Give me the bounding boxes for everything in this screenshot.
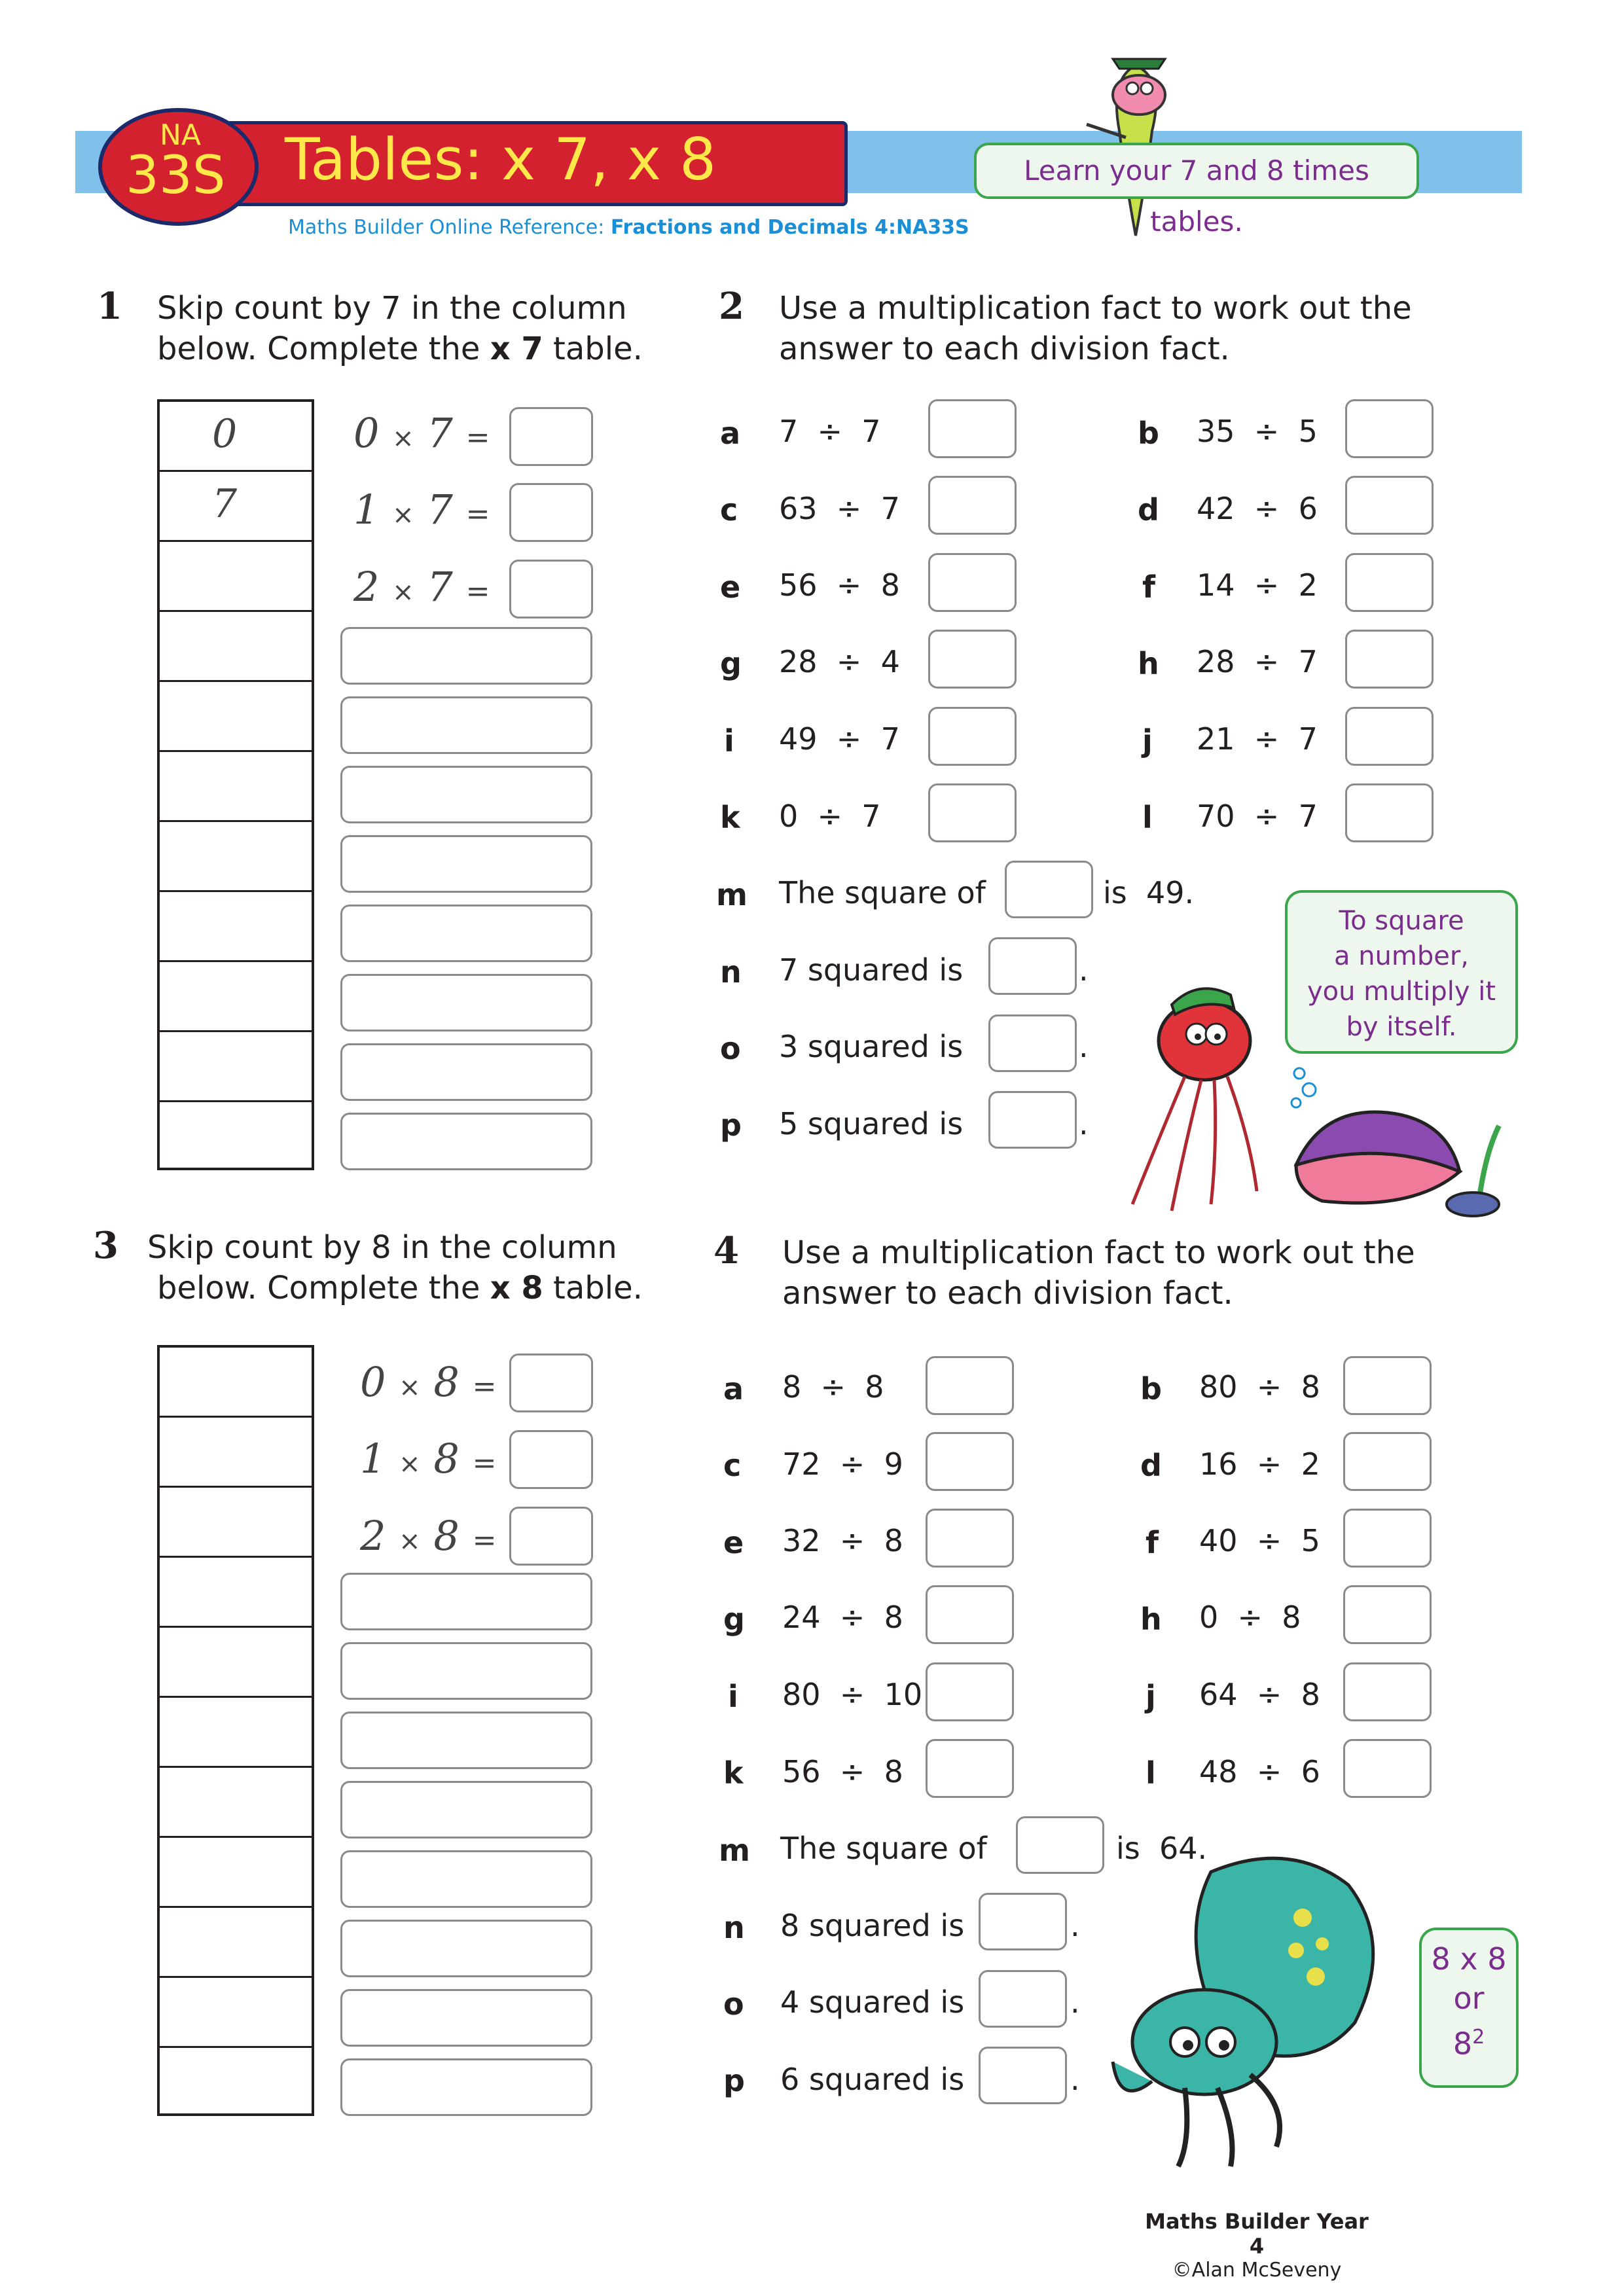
eq-multiplier: 2 [360,1512,386,1560]
skip-cell[interactable] [160,1488,312,1558]
full-stop: . [1079,1029,1089,1064]
skip-cell-value: 0 [212,411,238,457]
badge-strand: NA [160,118,202,152]
question-1-line2-post: table. [543,331,643,367]
division-fact: 56 ÷ 8 [779,567,900,603]
question-1-line2-pre: below. Complete the [157,331,490,367]
item-label: j [1146,1679,1156,1714]
table-8-answer-line[interactable] [340,1850,592,1908]
question-2-line2: answer to each division fact. [779,331,1230,367]
square-question-result: is 64. [1116,1831,1208,1866]
answer-box[interactable] [926,1509,1014,1568]
power-exponent: 2 [1472,2026,1485,2049]
tip-line: 8 x 8 [1431,1941,1507,1977]
question-4-line1: Use a multiplication fact to work out the [782,1234,1415,1271]
item-label: e [723,1525,744,1560]
skip-cell[interactable] [160,822,312,892]
skip-cell[interactable] [160,472,312,542]
division-fact: 64 ÷ 8 [1199,1677,1320,1712]
skip-cell[interactable] [160,892,312,962]
item-label: d [1138,492,1159,528]
item-label: k [723,1755,744,1791]
answer-box[interactable] [926,1585,1014,1644]
clam-icon [1283,1060,1519,1224]
answer-box[interactable] [979,1970,1067,2028]
tip-bubble-square [1285,890,1518,1054]
tip-line: by itself. [1346,1012,1457,1042]
question-1-line2 [157,329,643,369]
page-title: Tables: x 7, x 8 [285,126,717,193]
eq-factor: 8 [433,1435,460,1482]
item-label: m [719,1833,750,1868]
table-7-answer-line[interactable] [340,905,592,962]
answer-box[interactable] [1343,1585,1432,1644]
jellyfish-icon [1119,969,1270,1217]
table-8-answer-line[interactable] [340,1989,592,2047]
answer-box[interactable] [979,2047,1067,2104]
item-label: o [720,1031,741,1066]
item-label: m [716,877,748,912]
table-7-answer-line[interactable] [340,1043,592,1101]
answer-box[interactable] [1005,861,1093,918]
eq-factor: 7 [427,409,453,457]
answer-box[interactable] [1345,630,1434,689]
answer-box[interactable] [1345,707,1434,766]
skip-count-column-7 [157,399,314,1170]
question-3-table-label: x 8 [490,1270,543,1306]
item-label: c [723,1448,742,1483]
answer-box[interactable] [1343,1739,1432,1798]
table-8-answer-line[interactable] [340,1781,592,1839]
division-fact: 56 ÷ 8 [782,1754,903,1789]
answer-box[interactable] [926,1356,1014,1415]
table-8-answer-line[interactable] [340,1642,592,1700]
item-label: o [723,1986,744,2022]
answer-box[interactable] [1016,1816,1104,1874]
answer-box[interactable] [1343,1432,1432,1491]
question-4-instructions [782,1232,1415,1314]
skip-cell[interactable] [160,1558,312,1628]
question-1-table-label: x 7 [490,331,543,367]
division-fact: 32 ÷ 8 [782,1523,903,1558]
item-label: p [723,2063,745,2098]
answer-box[interactable] [509,560,593,619]
answer-box[interactable] [509,407,593,466]
question-2-number: 2 [719,285,744,328]
division-fact: 72 ÷ 9 [782,1446,903,1482]
question-1-instructions [157,288,643,369]
question-3-line2-post: table. [543,1270,643,1306]
squid-icon [1106,1846,1394,2173]
table-8-answer-line[interactable] [340,1573,592,1630]
skip-cell[interactable] [160,752,312,822]
division-fact: 80 ÷ 10 [782,1677,923,1712]
answer-box[interactable] [1345,399,1434,458]
division-fact: 49 ÷ 7 [779,721,900,757]
question-4-line2: answer to each division fact. [782,1275,1233,1312]
answer-box[interactable] [928,783,1017,842]
division-fact: 14 ÷ 2 [1197,567,1318,603]
division-fact: 0 ÷ 7 [779,798,881,834]
times-sign: × [399,1372,421,1403]
skip-cell[interactable] [160,1698,312,1768]
tip-line: or [1453,1981,1485,2016]
tip-line: a number, [1333,941,1470,971]
answer-box[interactable] [988,1014,1077,1072]
reference-link[interactable]: Fractions and Decimals 4:NA33S [610,216,969,239]
item-label: l [1146,1755,1156,1791]
answer-box[interactable] [1343,1662,1432,1721]
full-stop: . [1070,1984,1080,2020]
skip-cell-value: 7 [212,481,238,527]
division-fact: 8 ÷ 8 [782,1369,884,1405]
table-7-answer-line[interactable] [340,1113,592,1170]
question-2-instructions [779,288,1412,369]
item-label: c [720,492,738,528]
answer-box[interactable] [988,1091,1077,1149]
answer-box[interactable] [509,1507,593,1566]
equals-sign: = [465,497,490,531]
tip-line: To square [1339,906,1464,936]
full-stop: . [1079,952,1089,988]
squared-question-text: 7 squared is [779,952,964,988]
footer-book-title: Maths Builder Year 4 [1145,2209,1369,2259]
division-fact: 28 ÷ 7 [1197,644,1318,679]
squared-question-text: 4 squared is [780,1984,965,2020]
question-3-line2 [147,1268,643,1308]
division-fact: 48 ÷ 6 [1199,1754,1320,1789]
item-label: g [720,646,742,681]
equals-sign: = [465,575,490,608]
eq-multiplier: 2 [353,563,380,611]
answer-box[interactable] [988,937,1077,995]
skip-cell[interactable] [160,1838,312,1908]
skip-cell[interactable] [160,1978,312,2048]
skip-cell[interactable] [160,402,312,472]
item-label: n [720,954,742,990]
answer-box[interactable] [926,1662,1014,1721]
answer-box[interactable] [926,1432,1014,1491]
section-badge [98,108,259,226]
times-sign: × [399,1449,421,1479]
answer-box[interactable] [509,1430,593,1489]
item-label: n [723,1910,745,1945]
answer-box[interactable] [1343,1356,1432,1415]
full-stop: . [1070,1908,1080,1943]
answer-box[interactable] [928,630,1017,689]
skip-cell[interactable] [160,542,312,612]
table-8-answer-line[interactable] [340,1712,592,1769]
footer-copyright: ©Alan McSeveny [1172,2259,1342,2282]
item-label: b [1140,1371,1162,1407]
eq-factor: 7 [427,486,453,533]
item-label: a [720,416,741,451]
item-label: d [1140,1448,1162,1483]
division-fact: 42 ÷ 6 [1197,491,1318,526]
division-fact: 70 ÷ 7 [1197,798,1318,834]
online-reference [288,216,969,239]
table-7-answer-line[interactable] [340,627,592,685]
eq-multiplier: 1 [360,1435,386,1482]
squared-question-text: 8 squared is [780,1908,965,1943]
division-fact: 35 ÷ 5 [1197,414,1318,449]
division-fact: 40 ÷ 5 [1199,1523,1320,1558]
division-fact: 80 ÷ 8 [1199,1369,1320,1405]
table-8-row-2 [360,1512,496,1560]
answer-box[interactable] [928,707,1017,766]
division-fact: 63 ÷ 7 [779,491,900,526]
skip-cell[interactable] [160,682,312,752]
power-base: 8 [1453,2026,1473,2062]
answer-box[interactable] [1343,1509,1432,1568]
question-4-number: 4 [713,1229,739,1272]
badge-code: 33S [126,145,226,206]
eq-multiplier: 1 [353,486,380,533]
answer-box[interactable] [928,476,1017,535]
skip-cell[interactable] [160,612,312,682]
squared-question-text: 6 squared is [780,2062,965,2097]
question-3-line2-pre: below. Complete the [157,1270,490,1306]
full-stop: . [1070,2062,1080,2097]
times-sign: × [392,500,414,530]
item-label: f [1146,1525,1159,1560]
answer-box[interactable] [509,483,593,542]
item-label: e [720,569,741,605]
skip-cell[interactable] [160,1768,312,1838]
answer-box[interactable] [928,553,1017,612]
item-label: h [1138,646,1159,681]
full-stop: . [1079,1106,1089,1141]
squared-question-text: 5 squared is [779,1106,964,1141]
item-label: h [1140,1602,1162,1637]
answer-box[interactable] [926,1739,1014,1798]
tip-bubble-8x8 [1419,1928,1519,2088]
skip-cell[interactable] [160,1908,312,1978]
item-label: i [724,723,734,759]
equals-sign: = [472,1524,497,1557]
table-7-answer-line[interactable] [340,696,592,754]
question-3-number: 3 [93,1224,118,1267]
square-question-text: The square of [779,875,986,910]
division-fact: 7 ÷ 7 [779,414,881,449]
skip-cell[interactable] [160,1102,312,1168]
tip-bubble [974,143,1419,238]
skip-cell[interactable] [160,1032,312,1102]
division-fact: 28 ÷ 4 [779,644,900,679]
eq-multiplier: 0 [360,1358,386,1406]
skip-cell[interactable] [160,1418,312,1488]
equals-sign: = [465,421,490,454]
skip-cell[interactable] [160,1348,312,1418]
times-sign: × [399,1526,421,1556]
item-label: b [1138,416,1159,451]
item-label: p [720,1107,742,1143]
division-fact: 21 ÷ 7 [1197,721,1318,757]
skip-cell[interactable] [160,2048,312,2113]
question-3-line1: Skip count by 8 in the column [147,1229,617,1266]
table-7-row-0 [353,409,490,457]
answer-box[interactable] [1345,553,1434,612]
tip-line: you multiply it [1307,977,1496,1007]
division-fact: 0 ÷ 8 [1199,1600,1301,1635]
table-7-answer-line[interactable] [340,766,592,823]
item-label: a [723,1371,744,1407]
answer-box[interactable] [1345,476,1434,535]
item-label: l [1142,800,1153,835]
times-sign: × [392,423,414,454]
equals-sign: = [472,1446,497,1480]
table-8-row-0 [360,1358,496,1406]
equals-sign: = [472,1370,497,1403]
question-3-instructions [147,1227,643,1308]
item-label: k [720,800,740,835]
skip-count-column-8 [157,1345,314,2116]
squared-question-text: 3 squared is [779,1029,964,1064]
eq-multiplier: 0 [353,409,380,457]
square-question-result: is 49. [1103,875,1195,910]
skip-cell[interactable] [160,1628,312,1698]
footer [1139,2209,1375,2282]
table-7-answer-line[interactable] [340,974,592,1031]
eq-factor: 8 [433,1512,460,1560]
item-label: j [1142,723,1153,759]
division-fact: 16 ÷ 2 [1199,1446,1320,1482]
question-1-line1: Skip count by 7 in the column [157,290,627,327]
question-1-number: 1 [97,285,122,328]
item-label: f [1142,569,1156,605]
tip-power [1422,2018,1516,2063]
answer-box[interactable] [1345,783,1434,842]
table-8-row-1 [360,1435,496,1482]
reference-prefix: Maths Builder Online Reference: [288,216,611,239]
eq-factor: 7 [427,563,453,611]
table-7-answer-line[interactable] [340,835,592,893]
table-7-row-2 [353,563,490,611]
square-question-text: The square of [780,1831,987,1866]
question-2-line1: Use a multiplication fact to work out the [779,290,1412,327]
table-8-answer-line[interactable] [340,2058,592,2116]
times-sign: × [392,577,414,607]
item-label: g [723,1602,745,1637]
answer-box[interactable] [928,399,1017,458]
table-7-row-1 [353,486,490,533]
eq-factor: 8 [433,1358,460,1406]
item-label: i [728,1679,738,1714]
answer-box[interactable] [509,1354,593,1412]
division-fact: 24 ÷ 8 [782,1600,903,1635]
tip-text: Learn your 7 and 8 times tables. [1024,154,1369,238]
table-8-answer-line[interactable] [340,1920,592,1977]
skip-cell[interactable] [160,962,312,1032]
answer-box[interactable] [979,1893,1067,1950]
